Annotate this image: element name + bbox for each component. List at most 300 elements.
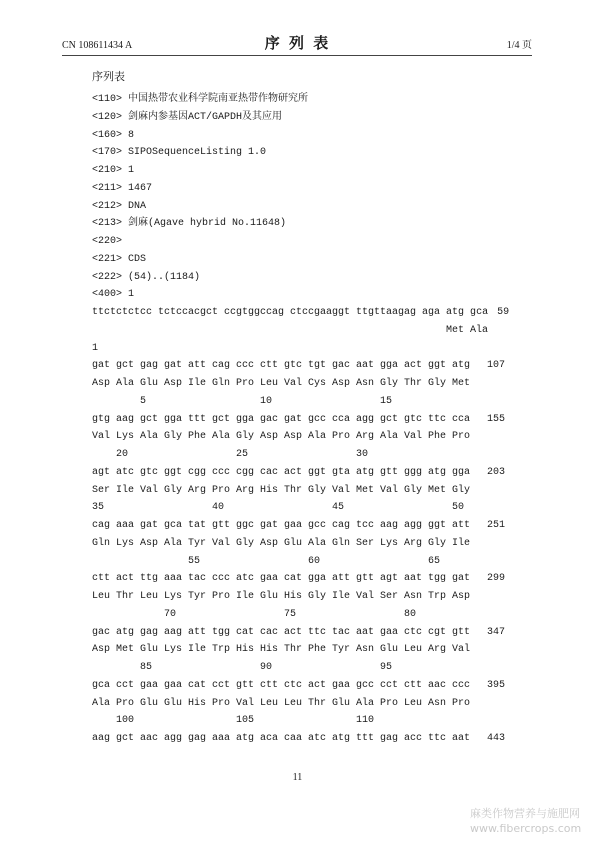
codon: gac	[260, 413, 279, 425]
residue-number-row	[92, 712, 532, 730]
field-tag: <110>	[92, 94, 123, 105]
codon: gca	[92, 679, 111, 691]
residue-number-spacer	[260, 606, 284, 624]
amino-acid: Leu	[404, 644, 423, 656]
residue-number: 50	[452, 502, 465, 514]
codon: gct	[140, 413, 159, 425]
amino-acid: Asp	[92, 378, 111, 389]
codon: agg	[164, 733, 183, 744]
residue-number-spacer	[452, 393, 476, 411]
amino-acid: Ile	[332, 591, 351, 602]
codon: gtt	[452, 626, 471, 638]
codon: gag	[380, 733, 399, 744]
amino-acid: Val	[92, 431, 111, 443]
amino-acid: Asp	[164, 378, 183, 389]
amino-acid-row	[92, 641, 532, 659]
residue-number: 55	[188, 555, 201, 567]
amino-acid: Asn	[356, 378, 375, 389]
residue-number-spacer	[380, 446, 404, 464]
residue-number-spacer	[428, 499, 452, 517]
residue-number: 85	[140, 662, 153, 673]
amino-acid: Asp	[332, 378, 351, 389]
codon-row	[92, 357, 532, 375]
codon: ctt	[404, 679, 423, 691]
amino-acid: Phe	[428, 431, 447, 443]
residue-number-spacer	[356, 553, 380, 571]
residue-number-spacer	[380, 499, 404, 517]
residue-number-spacer	[260, 712, 284, 730]
amino-acid: Gln	[92, 537, 111, 549]
amino-acid: Val	[356, 591, 375, 602]
codon: gaa	[140, 679, 159, 691]
residue-number-spacer	[452, 659, 476, 677]
amino-acid: Tyr	[332, 644, 351, 656]
codon: atg	[332, 733, 351, 744]
codon: tgt	[308, 360, 327, 372]
codon: agt	[92, 466, 111, 478]
amino-acid: Gly	[428, 537, 447, 549]
residue-number-spacer	[116, 393, 140, 411]
codon: gaa	[260, 573, 279, 585]
residue-number: 100	[116, 715, 135, 727]
residue-number-spacer	[428, 606, 452, 624]
amino-acid: Arg	[356, 431, 375, 443]
field-value: 1	[128, 289, 135, 301]
codon: gac	[92, 626, 111, 638]
residue-number-spacer	[284, 553, 308, 571]
amino-acid: Leu	[260, 697, 279, 709]
residue-number-spacer	[404, 659, 428, 677]
codon: gaa	[380, 626, 399, 638]
amino-acid: His	[236, 644, 255, 656]
field-row	[92, 127, 532, 145]
residue-number-spacer	[356, 659, 380, 677]
amino-acid: Glu	[140, 378, 159, 389]
residue-number-spacer	[380, 712, 404, 730]
amino-acid: Leu	[140, 591, 159, 602]
field-row	[92, 91, 532, 109]
codon: aaa	[164, 573, 183, 585]
residue-number-spacer	[116, 606, 140, 624]
sequence-position: 395	[487, 679, 506, 691]
field-tag: <213>	[92, 218, 123, 230]
codon: aat	[356, 360, 375, 372]
amino-acid-row	[92, 375, 532, 393]
codon: tac	[332, 626, 351, 638]
amino-acid: Leu	[260, 378, 279, 389]
amino-acid: His	[188, 697, 207, 709]
residue-number-spacer	[212, 712, 236, 730]
residue-number-spacer	[260, 553, 284, 571]
codon: cag	[212, 360, 231, 372]
codon: cat	[284, 573, 303, 585]
amino-acid: Ala	[308, 537, 327, 549]
residue-number: 75	[284, 608, 297, 620]
residue-number-spacer	[404, 393, 428, 411]
residue-number-spacer	[92, 659, 116, 677]
codon: ggc	[236, 520, 255, 531]
codon: gat	[260, 520, 279, 531]
field-row	[92, 215, 532, 233]
field-row	[92, 198, 532, 216]
residue-number: 60	[308, 555, 321, 567]
codon: cgg	[188, 466, 207, 478]
codon: ctc	[284, 679, 303, 691]
codon: ttt	[356, 733, 375, 744]
watermark	[470, 806, 581, 836]
amino-acid-row	[92, 695, 532, 713]
residue-number-spacer	[188, 499, 212, 517]
page-number: 11	[292, 772, 303, 783]
codon: tcc	[356, 520, 375, 531]
amino-acid: Leu	[284, 697, 303, 709]
codon: act	[284, 466, 303, 478]
residue-number-spacer	[452, 712, 476, 730]
amino-acid: Val	[140, 484, 159, 496]
residue-number-spacer	[428, 446, 452, 464]
residue-number-spacer	[116, 553, 140, 571]
codon: gtg	[92, 413, 111, 425]
amino-acid: Arg	[236, 484, 255, 496]
codon: atc	[236, 573, 255, 585]
codon: ggt	[308, 466, 327, 478]
leader-nucleotide-line	[92, 304, 532, 322]
amino-acid: Val	[380, 484, 399, 496]
amino-acid: Arg	[428, 644, 447, 656]
sequence-position: 155	[487, 413, 506, 425]
amino-acid: Pro	[332, 431, 351, 443]
residue-number-spacer	[428, 393, 452, 411]
field-value: 中国热带农业科学院南亚热带作物研究所	[128, 94, 309, 105]
residue-number-spacer	[92, 393, 116, 411]
codon: gga	[164, 413, 183, 425]
amino-acid: Glu	[332, 697, 351, 709]
codon: cac	[260, 466, 279, 478]
amino-acid: Glu	[140, 697, 159, 709]
residue-number-spacer	[284, 659, 308, 677]
field-row	[92, 269, 532, 287]
amino-acid: Val	[404, 431, 423, 443]
residue-number-spacer	[164, 446, 188, 464]
amino-acid: Thr	[404, 378, 423, 389]
field-value: DNA	[128, 200, 147, 212]
codon: gtt	[236, 679, 255, 691]
codon: gcc	[308, 413, 327, 425]
residue-number-spacer	[212, 606, 236, 624]
amino-acid: Pro	[452, 431, 471, 443]
codon: aag	[92, 733, 111, 744]
amino-acid: Tyr	[188, 537, 207, 549]
codon: gct	[116, 733, 135, 744]
amino-acid: Thr	[284, 484, 303, 496]
field-value: 1467	[128, 182, 153, 194]
residue-number-spacer	[92, 446, 116, 464]
codon: ttc	[428, 733, 447, 744]
codon: agg	[404, 520, 423, 531]
residue-number: 40	[212, 502, 225, 514]
residue-number-spacer	[428, 712, 452, 730]
residue-number-spacer	[260, 446, 284, 464]
residue-number-spacer	[188, 393, 212, 411]
codon-row	[92, 677, 532, 695]
amino-acid: Ile	[452, 537, 471, 549]
sequence-position: 299	[487, 573, 506, 585]
amino-acid: Glu	[164, 697, 183, 709]
codon: gag	[188, 733, 207, 744]
amino-acid: Glu	[140, 644, 159, 656]
amino-acid: Gln	[212, 378, 231, 389]
field-value: (54)..(1184)	[128, 271, 201, 283]
codon: cac	[260, 626, 279, 638]
amino-acid: Lys	[116, 537, 135, 549]
amino-acid: Asp	[260, 431, 279, 443]
field-row	[92, 251, 532, 269]
amino-acid: Pro	[212, 591, 231, 602]
codon: aac	[140, 733, 159, 744]
residue-number-spacer	[332, 393, 356, 411]
amino-acid: Asp	[140, 537, 159, 549]
amino-acid: Arg	[188, 484, 207, 496]
residue-number-spacer	[404, 553, 428, 571]
amino-acid: Gly	[164, 431, 183, 443]
amino-acid: Ile	[236, 591, 255, 602]
codon: atg	[452, 360, 471, 372]
codon: gat	[92, 360, 111, 372]
amino-acid: Ile	[188, 644, 207, 656]
document-number: CN 108611434 A	[62, 40, 133, 51]
residue-number-spacer	[452, 446, 476, 464]
amino-acid: Val	[212, 537, 231, 549]
codon: aag	[380, 520, 399, 531]
codon: act	[404, 360, 423, 372]
sequence-position: 107	[487, 360, 506, 372]
residue-number-spacer	[140, 553, 164, 571]
codon: ggt	[164, 466, 183, 478]
residue-number-spacer	[140, 499, 164, 517]
amino-acid: Lys	[116, 431, 135, 443]
residue-number-row	[92, 606, 532, 624]
codon: cat	[236, 626, 255, 638]
amino-acid: Val	[332, 484, 351, 496]
residue-number-spacer	[332, 446, 356, 464]
codon: act	[116, 573, 135, 585]
amino-acid: Ala	[380, 431, 399, 443]
codon: atc	[308, 733, 327, 744]
sequence-position: 59	[497, 307, 510, 318]
watermark-site-name: 麻类作物营养与施肥网	[470, 807, 580, 820]
residue-number-spacer	[188, 446, 212, 464]
amino-acid: Thr	[284, 644, 303, 656]
residue-number-spacer	[308, 446, 332, 464]
amino-acid: Arg	[404, 537, 423, 549]
residue-number-spacer	[404, 712, 428, 730]
codon: ttc	[308, 626, 327, 638]
residue-number-spacer	[404, 499, 428, 517]
field-row	[92, 162, 532, 180]
amino-acid: His	[284, 591, 303, 602]
amino-acid: His	[260, 484, 279, 496]
codon: aag	[116, 413, 135, 425]
codon: gcc	[356, 679, 375, 691]
residue-number-spacer	[92, 606, 116, 624]
residue-number-spacer	[92, 712, 116, 730]
codon: aag	[164, 626, 183, 638]
amino-acid: Gly	[428, 378, 447, 389]
codon: gga	[236, 413, 255, 425]
residue-number-spacer	[188, 712, 212, 730]
codon: cag	[92, 520, 111, 531]
field-value: 8	[128, 129, 135, 141]
codon: gaa	[284, 520, 303, 531]
codon: ccc	[212, 466, 231, 478]
residue-number-spacer	[356, 606, 380, 624]
amino-acid: Asp	[92, 644, 111, 656]
amino-acid: Asn	[404, 591, 423, 602]
amino-acid: Val	[284, 378, 303, 389]
field-tag: <120>	[92, 111, 123, 123]
codon: gtc	[404, 413, 423, 425]
residue-number: 25	[236, 449, 249, 460]
codon: tgg	[212, 626, 231, 638]
field-value: 剑麻内参基因ACT/GAPDH及其应用	[128, 111, 283, 123]
amino-acid: Glu	[260, 591, 279, 602]
amino-acid: Leu	[404, 697, 423, 709]
codon: ctc	[404, 626, 423, 638]
amino-acid: Gln	[332, 537, 351, 549]
amino-acid: Ala	[164, 537, 183, 549]
residue-number-spacer	[212, 553, 236, 571]
codon: gat	[452, 573, 471, 585]
residue-number: 30	[356, 449, 369, 460]
amino-acid: Pro	[236, 378, 255, 389]
codon: cgt	[428, 626, 447, 638]
sequence-position: 443	[487, 733, 506, 744]
codon: gca	[164, 520, 183, 531]
amino-acid: Ser	[356, 537, 375, 549]
amino-acid: Thr	[308, 697, 327, 709]
codon-row	[92, 730, 532, 748]
field-list	[92, 91, 532, 304]
residue-number-spacer	[212, 446, 236, 464]
residue-number-spacer	[140, 446, 164, 464]
residue-number-spacer	[308, 659, 332, 677]
sequence-position: 347	[487, 626, 506, 638]
sequence-position: 251	[487, 520, 506, 531]
residue-number-spacer	[356, 499, 380, 517]
residue-number-spacer	[164, 553, 188, 571]
amino-acid: Gly	[380, 378, 399, 389]
residue-number-spacer	[140, 606, 164, 624]
amino-acid: Gly	[452, 484, 471, 496]
codon: ttg	[140, 573, 159, 585]
sequence-position: 203	[487, 466, 506, 478]
amino-acid: Asn	[356, 644, 375, 656]
residue-number-spacer	[332, 659, 356, 677]
codon: gaa	[332, 679, 351, 691]
codon: act	[284, 626, 303, 638]
residue-number-row	[92, 499, 532, 517]
amino-acid: Asn	[428, 697, 447, 709]
residue-number-spacer	[332, 712, 356, 730]
field-row	[92, 180, 532, 198]
residue-number: 90	[260, 662, 273, 673]
codon: cat	[188, 679, 207, 691]
residue-number-spacer	[116, 659, 140, 677]
residue-number: 95	[380, 662, 393, 673]
codon-row	[92, 624, 532, 642]
field-value: 剑麻(Agave hybrid No.11648)	[128, 218, 287, 230]
codon: gct	[380, 413, 399, 425]
codon: ttc	[428, 413, 447, 425]
field-tag: <221>	[92, 253, 123, 265]
amino-acid: Met	[452, 378, 471, 389]
codon: gta	[332, 466, 351, 478]
leader-amino-acid-line: Met Ala	[446, 324, 489, 336]
codon: gga	[308, 573, 327, 585]
residue-number-spacer	[236, 606, 260, 624]
residue-number-spacer	[356, 393, 380, 411]
codon: ccc	[236, 360, 255, 372]
codon: tat	[188, 520, 207, 531]
residue-number-spacer	[236, 393, 260, 411]
residue-number: 5	[140, 395, 147, 407]
residue-number-spacer	[380, 606, 404, 624]
amino-acid: Ala	[92, 697, 111, 709]
field-tag: <210>	[92, 165, 123, 176]
amino-acid: Trp	[428, 591, 447, 602]
amino-acid: Gly	[236, 431, 255, 443]
amino-acid: Asp	[452, 591, 471, 602]
amino-acid: Pro	[116, 697, 135, 709]
codon: act	[308, 679, 327, 691]
amino-acid: Gly	[404, 484, 423, 496]
listing-heading: 序列表	[92, 72, 125, 84]
amino-acid: Leu	[92, 591, 111, 602]
watermark-url: www.fibercrops.com	[470, 822, 582, 835]
amino-acid: Gly	[308, 484, 327, 496]
amino-acid: Met	[356, 484, 375, 496]
residue-number-row	[92, 659, 532, 677]
leader-nucleotides: ttctctctcc tctccacgct ccgtggccag ctccgaaggt ttgttaagag aga atg gca	[92, 307, 489, 318]
amino-acid: Ala	[308, 431, 327, 443]
codon: cag	[332, 520, 351, 531]
codon: ggg	[404, 466, 423, 478]
codon: atg	[428, 466, 447, 478]
residue-number-spacer	[308, 393, 332, 411]
codon: atg	[356, 466, 375, 478]
codon: tgg	[428, 573, 447, 585]
residue-number: 10	[260, 395, 273, 407]
codon: gct	[212, 413, 231, 425]
amino-acid: Ala	[116, 378, 135, 389]
codon: ggt	[428, 360, 447, 372]
codon-row	[92, 517, 532, 535]
field-tag: <222>	[92, 271, 123, 283]
amino-acid: Pro	[380, 697, 399, 709]
field-row	[92, 144, 532, 162]
residue-number-spacer	[332, 553, 356, 571]
residue-number-spacer	[260, 499, 284, 517]
codon: aaa	[116, 520, 135, 531]
amino-acid: Pro	[452, 697, 471, 709]
codon: gac	[332, 360, 351, 372]
amino-acid: Ala	[212, 431, 231, 443]
sequence-listing	[92, 69, 532, 748]
codon: cct	[212, 679, 231, 691]
amino-acid: Tyr	[188, 591, 207, 602]
residue-number-spacer	[140, 712, 164, 730]
residue-number: 35	[92, 502, 105, 514]
